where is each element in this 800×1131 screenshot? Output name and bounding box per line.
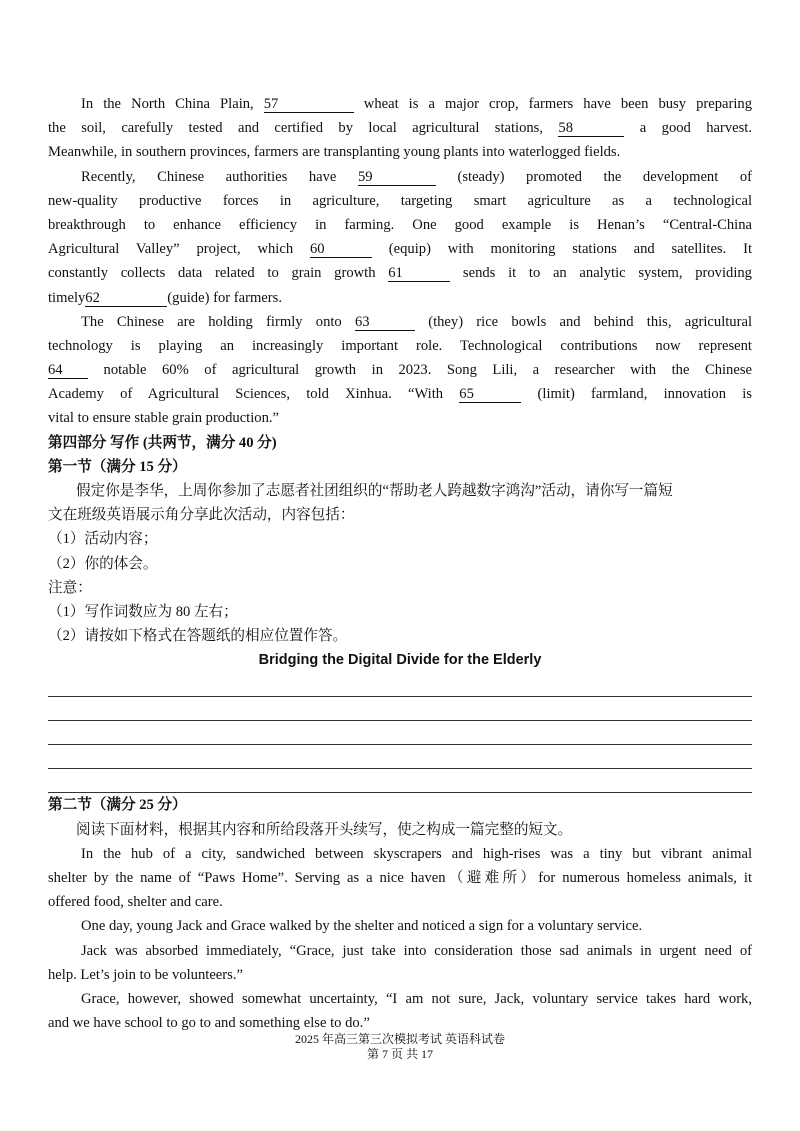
answer-blank-61: 61 xyxy=(388,266,450,282)
answer-line xyxy=(48,673,752,697)
text-line xyxy=(48,890,752,914)
answer-blank-59: 59 xyxy=(358,170,436,186)
text-segment: (equip) with monitoring stations and satellites. It xyxy=(371,241,752,258)
answer-line xyxy=(48,697,752,721)
section1-prompt-line: 假定你是李华，上周你参加了志愿者社团组织的“帮助老人跨越数字鸿沟”活动，请你写一篇短 xyxy=(76,483,673,499)
text-segment: constantly collects data related to grain growth xyxy=(48,265,389,282)
note-item: （2）请按如下格式在答题纸的相应位置作答。 xyxy=(48,628,348,645)
answer-line xyxy=(48,745,752,769)
section2-heading: 第二节（满分 25 分） xyxy=(48,797,187,814)
text-line xyxy=(48,987,752,1011)
text-segment: (steady) promoted the development of xyxy=(435,168,752,185)
text-segment: a good harvest. xyxy=(624,120,752,137)
text-line xyxy=(48,189,752,213)
answer-lines xyxy=(48,673,752,794)
answer-blank-65: 65 xyxy=(459,387,521,403)
exam-page-content xyxy=(48,92,752,1035)
text-line xyxy=(48,406,752,430)
text-line xyxy=(48,237,752,261)
text-segment: The Chinese are holding firmly onto xyxy=(81,313,355,330)
answer-blank-62: 62 xyxy=(85,291,167,307)
note-label: 注意： xyxy=(48,579,92,596)
text-segment: Jack was absorbed immediately, “Grace, just take into consideration those sad animals in urgent need of xyxy=(81,942,752,959)
content-item: （2）你的体会。 xyxy=(48,555,158,572)
section1-prompt-line: 文在班级英语展示角分享此次活动，内容包括： xyxy=(48,507,355,524)
section1-heading: 第一节（满分 15 分） xyxy=(48,458,187,475)
section2-instruction: 阅读下面材料，根据其内容和所给段落开头续写，使之构成一篇完整的短文。 xyxy=(76,821,573,838)
text-segment: One day, young Jack and Grace walked by the shelter and noticed a sign for a voluntary service. xyxy=(81,918,643,935)
text-segment: Meanwhile, in southern provinces, farmers are transplanting young plants into waterlogged fields. xyxy=(48,144,621,161)
page-footer xyxy=(0,1032,800,1062)
text-segment: help. Let’s join to be volunteers.” xyxy=(48,966,243,983)
text-segment: technology is playing an increasingly important role. Technological contributions now represent xyxy=(48,337,752,354)
answer-blank-60: 60 xyxy=(310,242,372,258)
text-segment: and we have school to go to and something else to do.” xyxy=(48,1015,370,1032)
text-segment: timely xyxy=(48,289,86,306)
text-segment: shelter by the name of “Paws Home”. Serving as a nice haven（避难所）for numerous homeless animals, it xyxy=(48,870,752,886)
text-segment: the soil, carefully tested and certified by local agricultural stations, xyxy=(48,120,559,137)
text-segment: (guide) for farmers. xyxy=(167,289,282,306)
text-line xyxy=(48,842,752,866)
answer-line xyxy=(48,721,752,745)
grammar-fill-passage xyxy=(48,92,752,431)
essay-title: Bridging the Digital Divide for the Elderly xyxy=(258,652,542,669)
text-line xyxy=(48,334,752,358)
content-item: （1）活动内容； xyxy=(48,531,158,548)
text-line xyxy=(48,213,752,237)
text-segment: (they) rice bowls and behind this, agricultural xyxy=(414,313,752,330)
text-line xyxy=(48,261,752,285)
text-segment: Recently, Chinese authorities have xyxy=(81,168,358,185)
text-segment: Grace, however, showed somewhat uncertainty, “I am not sure, Jack, voluntary service takes hard work, xyxy=(81,990,752,1007)
text-line xyxy=(48,939,752,963)
text-segment: In the hub of a city, sandwiched between skyscrapers and high-rises was a tiny but vibrant animal xyxy=(81,845,752,862)
text-segment: Agricultural Valley” project, which xyxy=(48,241,310,258)
answer-blank-64: 64 xyxy=(48,363,88,379)
text-line xyxy=(48,866,752,890)
part-heading: 第四部分 写作 (共两节，满分 40 分) xyxy=(48,434,277,451)
text-line xyxy=(48,914,752,938)
text-line xyxy=(48,310,752,334)
text-line xyxy=(48,963,752,987)
text-segment: new-quality productive forces in agriculture, targeting smart agriculture as a technological xyxy=(48,192,752,209)
text-segment: notable 60% of agricultural growth in 2023. Song Lili, a researcher with the Chinese xyxy=(88,362,752,379)
note-item: （1）写作词数应为 80 左右； xyxy=(48,603,238,620)
text-segment: vital to ensure stable grain production.” xyxy=(48,410,279,427)
text-line xyxy=(48,140,752,164)
text-line xyxy=(48,92,752,116)
text-line xyxy=(48,358,752,382)
text-line xyxy=(48,286,752,310)
page-number: 第 7 页 共 17 xyxy=(366,1047,433,1061)
text-segment: wheat is a major crop, farmers have been busy preparing xyxy=(353,96,752,112)
text-segment: sends it to an analytic system, providing xyxy=(450,265,752,282)
answer-blank-57: 57 xyxy=(264,97,354,113)
text-segment: (limit) farmland, innovation is xyxy=(521,386,752,403)
text-line xyxy=(48,116,752,140)
text-segment: offered food, shelter and care. xyxy=(48,894,223,911)
text-segment: breakthrough to enhance efficiency in farming. One good example is Henan’s “Central-China xyxy=(48,216,752,233)
answer-blank-58: 58 xyxy=(558,121,624,137)
answer-line xyxy=(48,769,752,793)
text-line xyxy=(48,165,752,189)
continuation-story xyxy=(48,842,752,1036)
text-line xyxy=(48,382,752,406)
text-segment: Academy of Agricultural Sciences, told Xinhua. “With xyxy=(48,386,460,403)
answer-blank-63: 63 xyxy=(355,315,415,331)
text-segment: In the North China Plain, xyxy=(81,96,264,112)
exam-title: 2025 年高三第三次模拟考试 英语科试卷 xyxy=(294,1032,505,1046)
